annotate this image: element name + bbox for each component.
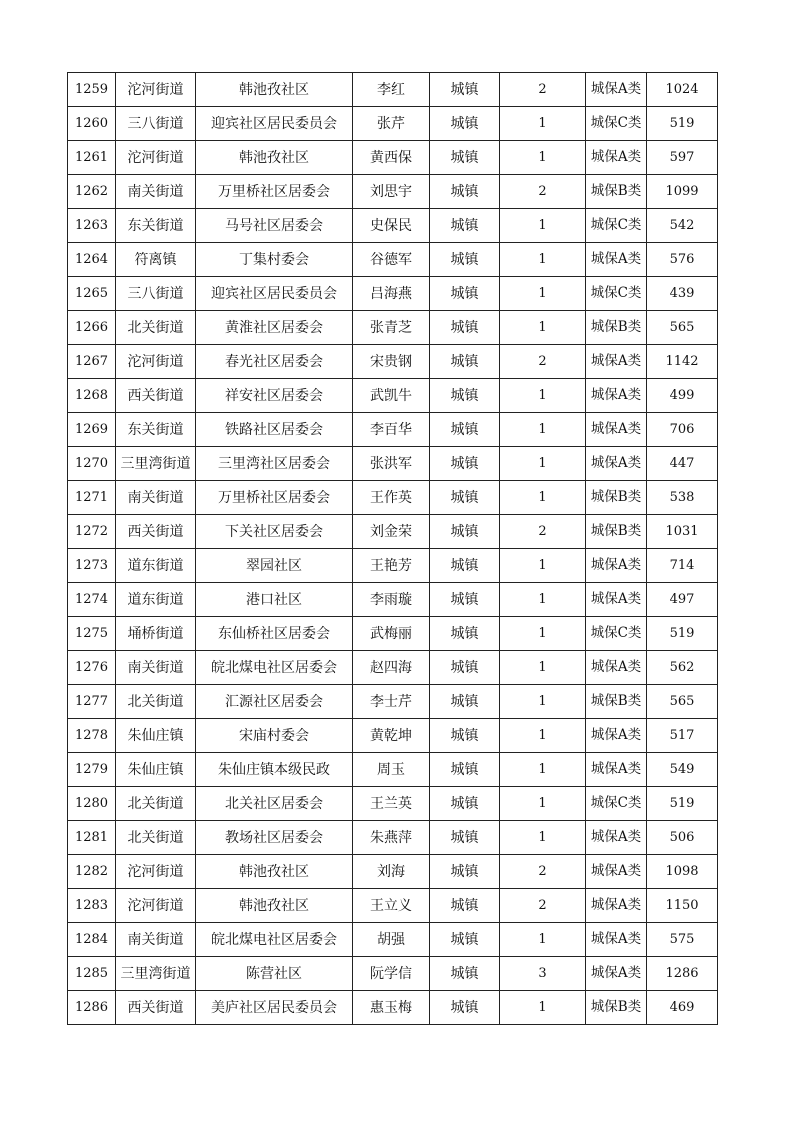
- cell-type: 城镇: [430, 277, 500, 311]
- table-row: [68, 855, 718, 889]
- cell-count: 2: [500, 515, 586, 549]
- cell-id: 1275: [68, 617, 116, 651]
- cell-street: 南关街道: [116, 481, 196, 515]
- cell-type: 城镇: [430, 379, 500, 413]
- table-row: [68, 345, 718, 379]
- cell-id: 1281: [68, 821, 116, 855]
- cell-community: 迎宾社区居民委员会: [196, 107, 353, 141]
- cell-street: 沱河街道: [116, 889, 196, 923]
- cell-count: 1: [500, 753, 586, 787]
- cell-community: 皖北煤电社区居委会: [196, 923, 353, 957]
- cell-category: 城保C类: [586, 107, 647, 141]
- cell-street: 北关街道: [116, 311, 196, 345]
- table-row: [68, 719, 718, 753]
- ledger-table: [67, 72, 718, 1025]
- cell-count: 1: [500, 277, 586, 311]
- cell-id: 1272: [68, 515, 116, 549]
- cell-category: 城保A类: [586, 583, 647, 617]
- cell-id: 1273: [68, 549, 116, 583]
- cell-type: 城镇: [430, 345, 500, 379]
- cell-id: 1264: [68, 243, 116, 277]
- cell-category: 城保A类: [586, 957, 647, 991]
- cell-id: 1278: [68, 719, 116, 753]
- cell-count: 2: [500, 889, 586, 923]
- cell-amount: 1024: [647, 73, 718, 107]
- cell-street: 道东街道: [116, 583, 196, 617]
- cell-count: 1: [500, 379, 586, 413]
- cell-amount: 519: [647, 107, 718, 141]
- cell-amount: 1142: [647, 345, 718, 379]
- cell-community: 丁集村委会: [196, 243, 353, 277]
- cell-type: 城镇: [430, 651, 500, 685]
- cell-community: 翠园社区: [196, 549, 353, 583]
- cell-type: 城镇: [430, 821, 500, 855]
- cell-amount: 497: [647, 583, 718, 617]
- cell-id: 1268: [68, 379, 116, 413]
- cell-category: 城保C类: [586, 617, 647, 651]
- cell-count: 1: [500, 617, 586, 651]
- cell-community: 马号社区居委会: [196, 209, 353, 243]
- cell-amount: 562: [647, 651, 718, 685]
- cell-name: 刘海: [353, 855, 430, 889]
- cell-amount: 565: [647, 685, 718, 719]
- cell-count: 1: [500, 787, 586, 821]
- cell-category: 城保A类: [586, 379, 647, 413]
- cell-street: 埇桥街道: [116, 617, 196, 651]
- cell-street: 东关街道: [116, 413, 196, 447]
- cell-count: 2: [500, 175, 586, 209]
- cell-type: 城镇: [430, 73, 500, 107]
- table-row: [68, 107, 718, 141]
- cell-amount: 469: [647, 991, 718, 1025]
- cell-type: 城镇: [430, 685, 500, 719]
- cell-category: 城保A类: [586, 855, 647, 889]
- cell-count: 1: [500, 719, 586, 753]
- cell-name: 黄乾坤: [353, 719, 430, 753]
- cell-category: 城保B类: [586, 685, 647, 719]
- cell-name: 刘金荣: [353, 515, 430, 549]
- cell-id: 1284: [68, 923, 116, 957]
- cell-type: 城镇: [430, 243, 500, 277]
- cell-count: 1: [500, 923, 586, 957]
- cell-category: 城保A类: [586, 889, 647, 923]
- cell-amount: 447: [647, 447, 718, 481]
- cell-name: 王兰英: [353, 787, 430, 821]
- cell-id: 1266: [68, 311, 116, 345]
- cell-name: 惠玉梅: [353, 991, 430, 1025]
- cell-amount: 706: [647, 413, 718, 447]
- cell-street: 三八街道: [116, 107, 196, 141]
- cell-community: 陈营社区: [196, 957, 353, 991]
- cell-name: 武凯牛: [353, 379, 430, 413]
- table-row: [68, 481, 718, 515]
- cell-community: 韩池孜社区: [196, 889, 353, 923]
- table-row: [68, 447, 718, 481]
- cell-community: 美庐社区居民委员会: [196, 991, 353, 1025]
- cell-count: 1: [500, 651, 586, 685]
- table-row: [68, 379, 718, 413]
- cell-community: 黄淮社区居委会: [196, 311, 353, 345]
- cell-category: 城保A类: [586, 753, 647, 787]
- cell-street: 北关街道: [116, 821, 196, 855]
- cell-category: 城保B类: [586, 311, 647, 345]
- cell-street: 沱河街道: [116, 141, 196, 175]
- cell-id: 1265: [68, 277, 116, 311]
- cell-community: 祥安社区居委会: [196, 379, 353, 413]
- table-row: [68, 787, 718, 821]
- cell-count: 1: [500, 821, 586, 855]
- cell-type: 城镇: [430, 617, 500, 651]
- cell-amount: 565: [647, 311, 718, 345]
- cell-category: 城保B类: [586, 991, 647, 1025]
- cell-street: 沱河街道: [116, 855, 196, 889]
- cell-type: 城镇: [430, 991, 500, 1025]
- cell-type: 城镇: [430, 107, 500, 141]
- cell-count: 1: [500, 141, 586, 175]
- cell-category: 城保A类: [586, 413, 647, 447]
- table-row: [68, 73, 718, 107]
- cell-category: 城保C类: [586, 787, 647, 821]
- cell-category: 城保B类: [586, 175, 647, 209]
- cell-street: 西关街道: [116, 379, 196, 413]
- table-row: [68, 175, 718, 209]
- table-row: [68, 685, 718, 719]
- cell-name: 宋贵钢: [353, 345, 430, 379]
- cell-street: 朱仙庄镇: [116, 753, 196, 787]
- cell-name: 谷德军: [353, 243, 430, 277]
- cell-community: 三里湾社区居委会: [196, 447, 353, 481]
- cell-community: 朱仙庄镇本级民政: [196, 753, 353, 787]
- table-row: [68, 991, 718, 1025]
- cell-count: 1: [500, 991, 586, 1025]
- cell-street: 南关街道: [116, 175, 196, 209]
- table-row: [68, 821, 718, 855]
- table-row: [68, 957, 718, 991]
- cell-amount: 714: [647, 549, 718, 583]
- cell-street: 东关街道: [116, 209, 196, 243]
- cell-community: 汇源社区居委会: [196, 685, 353, 719]
- cell-category: 城保C类: [586, 277, 647, 311]
- cell-type: 城镇: [430, 923, 500, 957]
- cell-id: 1282: [68, 855, 116, 889]
- cell-community: 铁路社区居委会: [196, 413, 353, 447]
- cell-street: 北关街道: [116, 787, 196, 821]
- cell-name: 李雨璇: [353, 583, 430, 617]
- cell-name: 张洪军: [353, 447, 430, 481]
- cell-id: 1270: [68, 447, 116, 481]
- cell-amount: 597: [647, 141, 718, 175]
- cell-amount: 1150: [647, 889, 718, 923]
- cell-category: 城保A类: [586, 141, 647, 175]
- cell-id: 1283: [68, 889, 116, 923]
- cell-type: 城镇: [430, 753, 500, 787]
- cell-street: 西关街道: [116, 991, 196, 1025]
- cell-street: 三八街道: [116, 277, 196, 311]
- cell-type: 城镇: [430, 549, 500, 583]
- cell-count: 1: [500, 583, 586, 617]
- cell-id: 1267: [68, 345, 116, 379]
- cell-type: 城镇: [430, 447, 500, 481]
- cell-count: 1: [500, 447, 586, 481]
- table-row: [68, 243, 718, 277]
- cell-community: 春光社区居委会: [196, 345, 353, 379]
- cell-name: 张芹: [353, 107, 430, 141]
- cell-amount: 439: [647, 277, 718, 311]
- cell-type: 城镇: [430, 481, 500, 515]
- cell-count: 1: [500, 107, 586, 141]
- cell-amount: 506: [647, 821, 718, 855]
- cell-street: 道东街道: [116, 549, 196, 583]
- cell-community: 宋庙村委会: [196, 719, 353, 753]
- cell-amount: 549: [647, 753, 718, 787]
- cell-category: 城保B类: [586, 481, 647, 515]
- cell-name: 刘思宇: [353, 175, 430, 209]
- cell-count: 1: [500, 481, 586, 515]
- cell-amount: 542: [647, 209, 718, 243]
- cell-count: 1: [500, 413, 586, 447]
- cell-type: 城镇: [430, 889, 500, 923]
- cell-street: 沱河街道: [116, 345, 196, 379]
- cell-street: 南关街道: [116, 923, 196, 957]
- cell-count: 1: [500, 311, 586, 345]
- cell-type: 城镇: [430, 855, 500, 889]
- cell-count: 1: [500, 209, 586, 243]
- cell-street: 符离镇: [116, 243, 196, 277]
- cell-name: 王作英: [353, 481, 430, 515]
- ledger-body: [68, 73, 718, 1025]
- cell-street: 三里湾街道: [116, 447, 196, 481]
- cell-community: 韩池孜社区: [196, 73, 353, 107]
- cell-id: 1285: [68, 957, 116, 991]
- cell-type: 城镇: [430, 583, 500, 617]
- cell-category: 城保A类: [586, 719, 647, 753]
- cell-category: 城保A类: [586, 73, 647, 107]
- cell-street: 南关街道: [116, 651, 196, 685]
- table-row: [68, 141, 718, 175]
- table-row: [68, 413, 718, 447]
- cell-amount: 519: [647, 787, 718, 821]
- cell-id: 1276: [68, 651, 116, 685]
- cell-count: 1: [500, 549, 586, 583]
- cell-street: 沱河街道: [116, 73, 196, 107]
- cell-type: 城镇: [430, 311, 500, 345]
- cell-type: 城镇: [430, 209, 500, 243]
- table-row: [68, 651, 718, 685]
- cell-community: 港口社区: [196, 583, 353, 617]
- cell-community: 东仙桥社区居委会: [196, 617, 353, 651]
- cell-count: 1: [500, 243, 586, 277]
- cell-name: 李士芹: [353, 685, 430, 719]
- cell-id: 1279: [68, 753, 116, 787]
- table-row: [68, 311, 718, 345]
- cell-id: 1262: [68, 175, 116, 209]
- cell-community: 韩池孜社区: [196, 855, 353, 889]
- cell-type: 城镇: [430, 413, 500, 447]
- cell-name: 王艳芳: [353, 549, 430, 583]
- cell-street: 三里湾街道: [116, 957, 196, 991]
- cell-street: 北关街道: [116, 685, 196, 719]
- table-row: [68, 515, 718, 549]
- cell-community: 韩池孜社区: [196, 141, 353, 175]
- table-row: [68, 277, 718, 311]
- cell-count: 2: [500, 73, 586, 107]
- table-row: [68, 549, 718, 583]
- cell-amount: 575: [647, 923, 718, 957]
- cell-category: 城保A类: [586, 243, 647, 277]
- cell-amount: 519: [647, 617, 718, 651]
- cell-amount: 538: [647, 481, 718, 515]
- cell-name: 阮学信: [353, 957, 430, 991]
- table-row: [68, 753, 718, 787]
- table-row: [68, 889, 718, 923]
- cell-id: 1260: [68, 107, 116, 141]
- table-row: [68, 923, 718, 957]
- cell-name: 王立义: [353, 889, 430, 923]
- cell-community: 下关社区居委会: [196, 515, 353, 549]
- cell-name: 史保民: [353, 209, 430, 243]
- cell-name: 朱燕萍: [353, 821, 430, 855]
- cell-community: 万里桥社区居委会: [196, 175, 353, 209]
- cell-amount: 1031: [647, 515, 718, 549]
- cell-amount: 1099: [647, 175, 718, 209]
- cell-street: 西关街道: [116, 515, 196, 549]
- cell-type: 城镇: [430, 175, 500, 209]
- table-row: [68, 617, 718, 651]
- cell-type: 城镇: [430, 957, 500, 991]
- cell-id: 1271: [68, 481, 116, 515]
- cell-category: 城保A类: [586, 447, 647, 481]
- cell-category: 城保C类: [586, 209, 647, 243]
- cell-amount: 576: [647, 243, 718, 277]
- cell-category: 城保A类: [586, 345, 647, 379]
- cell-count: 1: [500, 685, 586, 719]
- cell-community: 皖北煤电社区居委会: [196, 651, 353, 685]
- cell-amount: 1098: [647, 855, 718, 889]
- cell-name: 胡强: [353, 923, 430, 957]
- cell-name: 武梅丽: [353, 617, 430, 651]
- cell-name: 李百华: [353, 413, 430, 447]
- cell-type: 城镇: [430, 719, 500, 753]
- cell-amount: 499: [647, 379, 718, 413]
- cell-id: 1280: [68, 787, 116, 821]
- cell-category: 城保B类: [586, 515, 647, 549]
- cell-id: 1259: [68, 73, 116, 107]
- cell-id: 1269: [68, 413, 116, 447]
- table-row: [68, 209, 718, 243]
- cell-id: 1277: [68, 685, 116, 719]
- cell-community: 北关社区居委会: [196, 787, 353, 821]
- cell-type: 城镇: [430, 787, 500, 821]
- cell-amount: 1286: [647, 957, 718, 991]
- table-row: [68, 583, 718, 617]
- cell-count: 2: [500, 855, 586, 889]
- cell-count: 3: [500, 957, 586, 991]
- cell-category: 城保A类: [586, 821, 647, 855]
- cell-type: 城镇: [430, 515, 500, 549]
- cell-count: 2: [500, 345, 586, 379]
- cell-id: 1261: [68, 141, 116, 175]
- cell-community: 万里桥社区居委会: [196, 481, 353, 515]
- cell-name: 张青芝: [353, 311, 430, 345]
- cell-category: 城保A类: [586, 923, 647, 957]
- cell-name: 李红: [353, 73, 430, 107]
- cell-id: 1263: [68, 209, 116, 243]
- cell-community: 教场社区居委会: [196, 821, 353, 855]
- cell-amount: 517: [647, 719, 718, 753]
- cell-type: 城镇: [430, 141, 500, 175]
- cell-category: 城保A类: [586, 651, 647, 685]
- cell-name: 吕海燕: [353, 277, 430, 311]
- cell-community: 迎宾社区居民委员会: [196, 277, 353, 311]
- cell-name: 赵四海: [353, 651, 430, 685]
- cell-name: 周玉: [353, 753, 430, 787]
- cell-category: 城保A类: [586, 549, 647, 583]
- cell-id: 1274: [68, 583, 116, 617]
- cell-id: 1286: [68, 991, 116, 1025]
- cell-name: 黄西保: [353, 141, 430, 175]
- cell-street: 朱仙庄镇: [116, 719, 196, 753]
